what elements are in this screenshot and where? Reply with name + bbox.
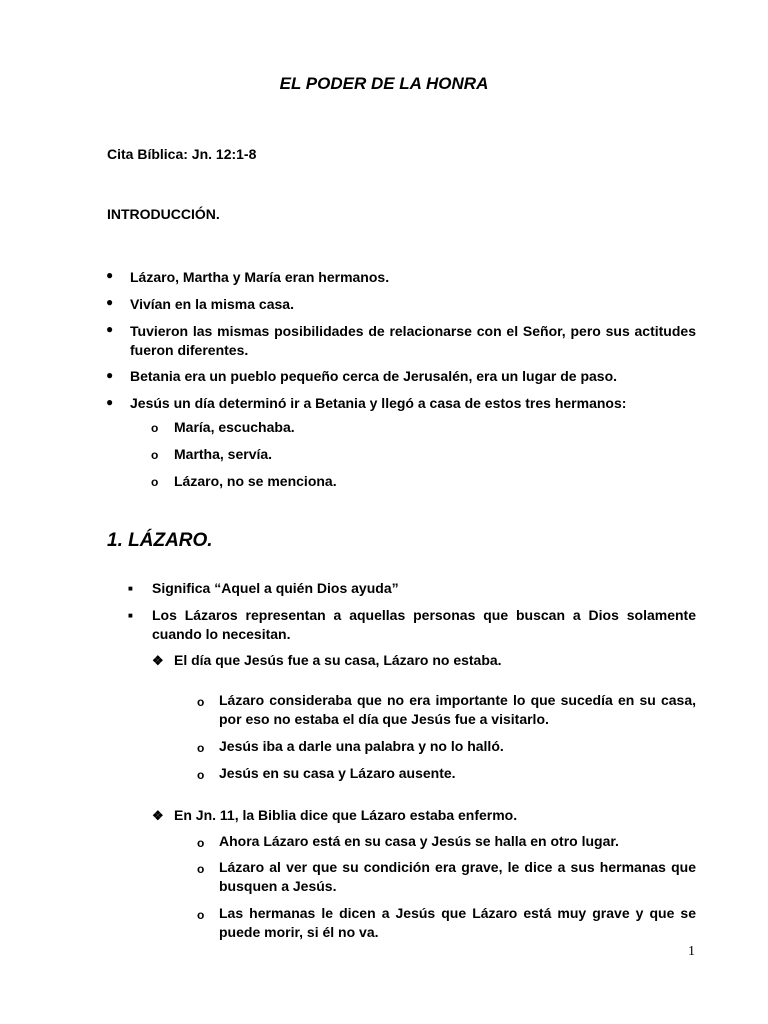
circle-bullet-icon: o <box>151 421 159 435</box>
bullet-dot-icon: ● <box>106 268 114 282</box>
circle-bullet-icon: o <box>197 836 205 850</box>
diamond-bullet-icon: ❖ <box>152 653 164 668</box>
intro-subitem: Martha, servía. <box>174 446 273 462</box>
circle-bullet-icon: o <box>151 448 159 462</box>
circle-bullet-icon: o <box>197 695 205 709</box>
point-heading: El día que Jesús fue a su casa, Lázaro no estaba. <box>174 652 502 668</box>
section-item: Los Lázaros representan a aquellas personas que buscan a Dios solamente cuando lo necesitan. <box>152 607 696 642</box>
intro-item: Lázaro, Martha y María eran hermanos. <box>130 269 390 285</box>
intro-item: Vivían en la misma casa. <box>130 296 294 312</box>
point-heading: En Jn. 11, la Biblia dice que Lázaro estaba enfermo. <box>174 807 518 823</box>
bullet-dot-icon: ● <box>106 368 114 382</box>
intro-item: Tuvieron las mismas posibilidades de relacionarse con el Señor, pero sus actitudes fueron diferentes. <box>130 323 696 358</box>
section-title: LÁZARO. <box>128 530 213 551</box>
point-item: Jesús en su casa y Lázaro ausente. <box>219 765 456 781</box>
bible-citation: Cita Bíblica: Jn. 12:1-8 <box>107 146 257 162</box>
document-title: EL PODER DE LA HONRA <box>279 74 489 93</box>
square-bullet-icon: ■ <box>128 611 133 620</box>
intro-subitem: María, escuchaba. <box>174 419 295 435</box>
point-item: Las hermanas le dicen a Jesús que Lázaro está muy grave y que se puede morir, si él no va. <box>219 905 696 940</box>
section-item: Significa “Aquel a quién Dios ayuda” <box>152 580 399 596</box>
circle-bullet-icon: o <box>197 908 205 922</box>
section-number: 1. <box>107 530 123 551</box>
page-number: 1 <box>688 944 695 959</box>
intro-heading: INTRODUCCIÓN. <box>107 206 220 222</box>
circle-bullet-icon: o <box>197 862 205 876</box>
section-heading <box>107 530 213 552</box>
intro-item: Jesús un día determinó ir a Betania y llegó a casa de estos tres hermanos: <box>130 395 627 411</box>
point-item: Ahora Lázaro está en su casa y Jesús se halla en otro lugar. <box>219 833 619 849</box>
point-item: Lázaro al ver que su condición era grave, le dice a sus hermanas que busquen a Jesús. <box>219 859 696 894</box>
point-item: Jesús iba a darle una palabra y no lo halló. <box>219 738 504 754</box>
circle-bullet-icon: o <box>197 741 205 755</box>
circle-bullet-icon: o <box>197 768 205 782</box>
bullet-dot-icon: ● <box>106 322 114 336</box>
circle-bullet-icon: o <box>151 475 159 489</box>
point-item: Lázaro consideraba que no era importante lo que sucedía en su casa, por eso no estaba el día que Jesús fue a visitarlo. <box>219 692 696 727</box>
intro-subitem: Lázaro, no se menciona. <box>174 473 337 489</box>
bullet-dot-icon: ● <box>106 295 114 309</box>
intro-item: Betania era un pueblo pequeño cerca de Jerusalén, era un lugar de paso. <box>130 368 618 384</box>
bullet-dot-icon: ● <box>106 395 114 409</box>
diamond-bullet-icon: ❖ <box>152 808 164 823</box>
square-bullet-icon: ■ <box>128 584 133 593</box>
